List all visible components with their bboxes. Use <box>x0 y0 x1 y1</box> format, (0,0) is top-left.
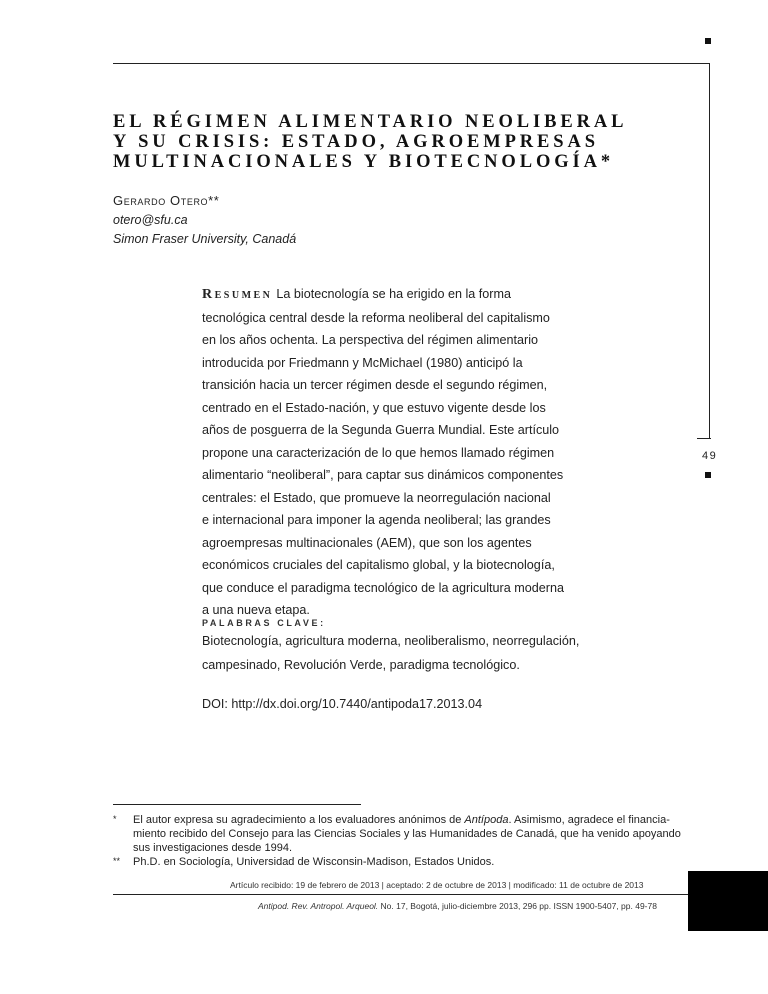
abstract-line <box>202 283 574 307</box>
abstract-line: transición hacia un tercer régimen desde el segundo régimen, <box>202 378 548 392</box>
page-number: 49 <box>702 450 718 462</box>
footnote-mark: ** <box>113 856 121 866</box>
margin-rule-vertical <box>709 63 710 439</box>
receipt-dates: Artículo recibido: 19 de febrero de 2013 | aceptado: 2 de octubre de 2013 | modificado: 11 de octubre de 2013 <box>230 880 644 890</box>
footnote-2 <box>113 855 673 871</box>
abstract-first-text: La biotecnología se ha erigido en la forma <box>276 287 511 301</box>
footnote-mark: * <box>113 814 117 824</box>
article-title <box>113 112 673 172</box>
abstract-line: años de posguerra de la Segunda Guerra Mundial. Este artículo <box>202 423 560 437</box>
author-name: Gerardo Otero** <box>113 193 220 208</box>
title-line: Y SU CRISIS: ESTADO, AGROEMPRESAS <box>113 132 599 152</box>
abstract-label: Resumen <box>202 287 273 302</box>
margin-rule-tick <box>697 438 711 439</box>
page-edge-tab <box>688 871 768 931</box>
doi-link[interactable]: DOI: http://dx.doi.org/10.7440/antipoda17.2013.04 <box>202 697 483 711</box>
abstract-line: e internacional para imponer la agenda neoliberal; las grandes <box>202 513 551 527</box>
title-line: MULTINACIONALES Y BIOTECNOLOGÍA* <box>113 152 615 172</box>
footnote-text: . Asimismo, agradece el financia- <box>508 814 670 826</box>
abstract-line: introducida por Friedmann y McMichael (1980) anticipó la <box>202 355 523 370</box>
citation-details: No. 17, Bogotá, julio-diciembre 2013, 296 pp. ISSN 1900-5407, pp. 49-78 <box>378 901 657 911</box>
footnote-line <box>133 813 670 827</box>
footnote-text: El autor expresa su agradecimiento a los evaluadores anónimos de <box>133 814 465 826</box>
abstract-line: a una nueva etapa. <box>202 603 310 617</box>
abstract-line: alimentario “neoliberal”, para captar sus dinámicos componentes <box>202 468 564 482</box>
bottom-rule <box>113 894 688 895</box>
abstract-line: económicos cruciales del capitalismo global, y la biotecnología, <box>202 558 555 572</box>
author-email: otero@sfu.ca <box>113 213 188 227</box>
author-affiliation: Simon Fraser University, Canadá <box>113 232 297 246</box>
keywords-line: Biotecnología, agricultura moderna, neoliberalismo, neorregulación, <box>202 634 580 648</box>
abstract-line: que conduce el paradigma tecnológico de la agricultura moderna <box>202 580 564 595</box>
footnote-1 <box>113 813 681 857</box>
keywords-label: PALABRAS CLAVE: <box>202 618 326 628</box>
keywords <box>202 629 580 677</box>
abstract-line: propone una caracterización de lo que hemos llamado régimen <box>202 445 555 460</box>
footnote-journal-name: Antípoda <box>464 814 509 826</box>
abstract <box>202 283 574 622</box>
abstract-line: centrado en el Estado-nación, y que estuvo vigente desde los <box>202 400 546 415</box>
title-line: EL RÉGIMEN ALIMENTARIO NEOLIBERAL <box>113 112 628 132</box>
abstract-line: tecnológica central desde la reforma neoliberal del capitalismo <box>202 310 550 325</box>
footnote-line: Ph.D. en Sociología, Universidad de Wisconsin-Madison, Estados Unidos. <box>133 856 495 868</box>
footnote-separator <box>113 804 361 805</box>
journal-abbrev: Antipod. Rev. Antropol. Arqueol. <box>258 901 379 911</box>
abstract-line: agroempresas multinacionales (AEM), que son los agentes <box>202 535 532 550</box>
keywords-line: campesinado, Revolución Verde, paradigma tecnológico. <box>202 658 520 672</box>
footnote-line: sus investigaciones desde 1994. <box>133 842 292 854</box>
journal-citation <box>258 901 657 911</box>
side-square-marker <box>705 472 711 478</box>
abstract-line: en los años ochenta. La perspectiva del régimen alimentario <box>202 333 539 347</box>
abstract-line: centrales: el Estado, que promueve la neorregulación nacional <box>202 490 551 505</box>
footnote-line: miento recibido del Consejo para las Ciencias Sociales y las Humanidades de Canadá, que ha venido apoyando <box>133 828 681 840</box>
corner-square-top <box>705 38 711 44</box>
header-rule <box>113 63 710 64</box>
